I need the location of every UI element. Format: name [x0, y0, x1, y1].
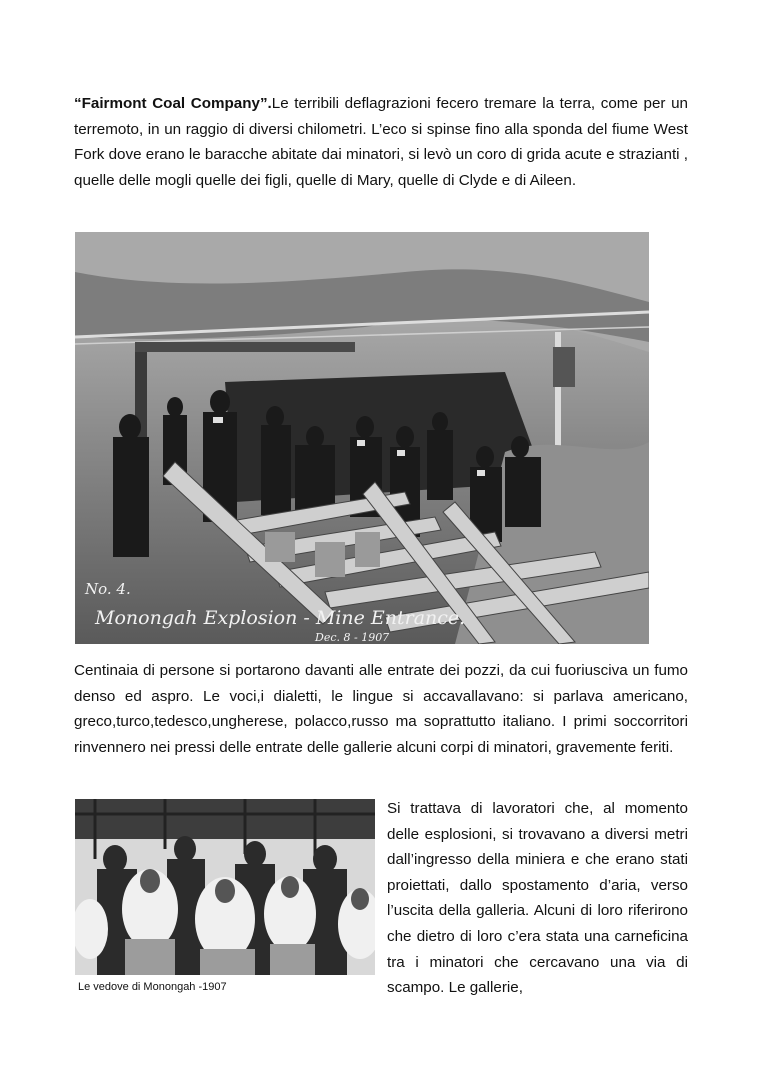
photo-date: Dec. 8 - 1907: [315, 631, 390, 644]
widows-photo: [75, 799, 375, 975]
company-name: “Fairmont Coal Company”.: [74, 95, 272, 112]
paragraph-1-text: Le terribili deflagrazioni fecero tremare la terra, come per un terremoto, in un raggio di diversi chilometri. L’eco si spinse fino alla sponda del fiume West Fork dove erano le baracche abitate dai minatori, si levò un coro di grida acute e strazianti , quelle delle mogli quelle dei figli, quelle di Mary, quelle di Clyde e di Aileen.: [74, 95, 688, 189]
paragraph-1: [74, 91, 688, 193]
widows-photo-caption: Le vedove di Monongah -1907: [78, 981, 227, 993]
widows-illustration: [75, 799, 375, 975]
photo-inscription: Monongah Explosion - Mine Entrance.: [95, 607, 466, 629]
mine-entrance-photo: [75, 232, 649, 644]
paragraph-3: Si trattava di lavoratori che, al momento delle esplosioni, si trovavano a diversi metri dall’ingresso della miniera e che erano stati proiettati, dallo spostamento d’aria, verso l’uscita della galleria. Alcuni di loro riferirono che dietro di loro c’era stata una carneficina tra i minatori che cercavano una via di scampo. Le gallerie,: [387, 800, 688, 997]
paragraph-2: Centinaia di persone si portarono davanti alle entrate dei pozzi, da cui fuoriusciva un fumo denso ed aspro. Le voci,i dialetti, le lingue si accavallavano: si parlava americano, greco,turco,tedesco,ungherese, polacco,russo ma soprattutto italiano. I primi soccorritori rinvennero nei pressi delle entrate delle gallerie alcuni corpi di minatori, gravemente feriti.: [74, 662, 688, 756]
photo-number: No. 4.: [85, 580, 131, 598]
mine-entrance-illustration: [75, 232, 649, 644]
